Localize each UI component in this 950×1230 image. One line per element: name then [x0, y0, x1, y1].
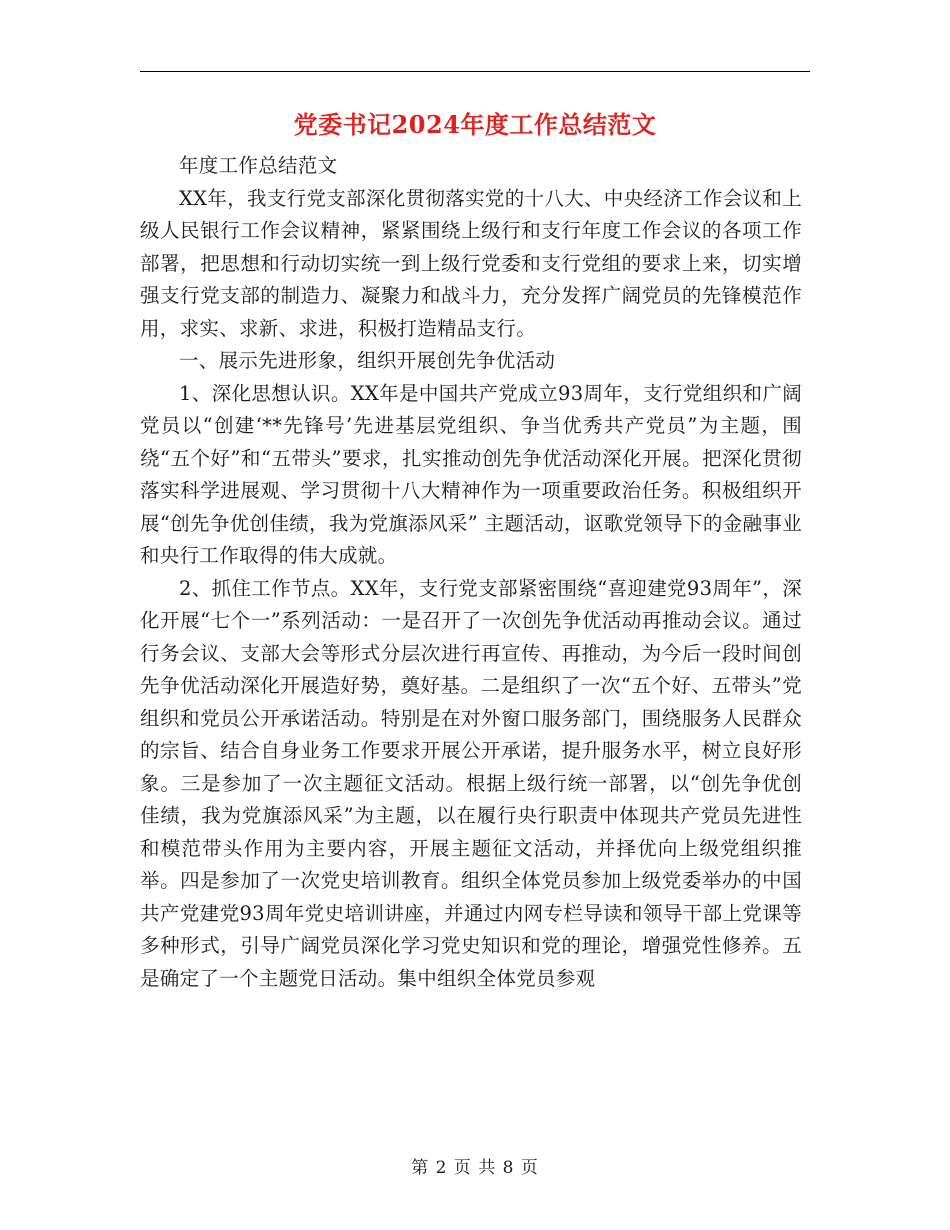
section-heading-1: 一、展示先进形象，组织开展创先争优活动 — [179, 349, 556, 372]
page-number: 第 2 页 共 8 页 — [411, 1158, 539, 1178]
paragraph-intro: XX年，我支行党支部深化贯彻落实党的十八大、中央经济工作会议和上级人民银行工作会议精神，紧紧围绕上级行和支行年度工作会议的各项工作部署，把思想和行动切实统一到上级行党委和支行党组的要求上来，切实增强支行党支部的制造力、凝聚力和战斗力，充分发挥广阔党员的先锋模范作用，求实、求新、求进，积极打造精品支行。 — [140, 186, 802, 340]
paragraph-item-2: 2、抓住工作节点。XX年，支行党支部紧密围绕“喜迎建党93周年”，深化开展“七个一”系列活动：一是召开了一次创先争优活动再推动会议。通过行务会议、支部大会等形式分层次进行再宣传、再推动，为今后一段时间创先争优活动深化开展造好势，奠好基。二是组织了一次“五个好、五带头”党组织和党员公开承诺活动。特别是在对外窗口服务部门，围绕服务人民群众的宗旨、结合自身业务工作要求开展公开承诺，提升服务水平，树立良好形象。三是参加了一次主题征文活动。根据上级行统一部署，以“创先争优创佳绩，我为党旗添风采”为主题，以在履行央行职责中体现共产党员先进性和模范带头作用为主要内容，开展主题征文活动，并择优向上级党组织推举。四是参加了一次党史培训教育。组织全体党员参加上级党委举办的中国共产党建党93周年党史培训讲座，并通过内网专栏导读和领导干部上党课等多种形式，引导广阔党员深化学习党史知识和党的理论，增强党性修养。五是确定了一个主题党日活动。集中组织全体党员参观 — [140, 576, 802, 990]
paragraph-item-1: 1、深化思想认识。XX年是中国共产党成立93周年，支行党组织和广阔党员以“创建‘**先锋号’先进基层党组织、争当优秀共产党员”为主题，围绕“五个好”和“五带头”要求，扎实推动创先争优活动深化开展。把深化贯彻落实科学进展观、学习贯彻十八大精神作为一项重要政治任务。积极组织开展“创先争优创佳绩，我为党旗添风采” 主题活动，讴歌党领导下的金融事业和央行工作取得的伟大成就。 — [140, 381, 802, 567]
paragraph-subtitle: 年度工作总结范文 — [179, 154, 338, 177]
document-title: 党委书记2024年度工作总结范文 — [293, 110, 657, 139]
header-rule — [140, 71, 810, 72]
document-body — [140, 150, 802, 995]
